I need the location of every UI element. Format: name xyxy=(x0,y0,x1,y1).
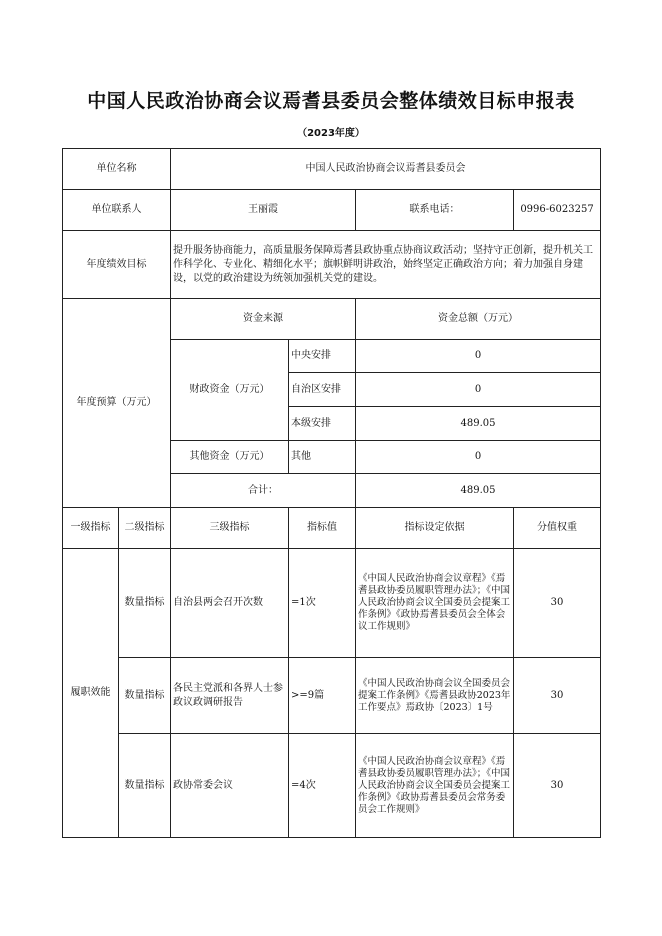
level3-indicator: 各民主党派和各界人士参政议政调研报告 xyxy=(171,658,289,734)
indicator-weight: 30 xyxy=(514,658,601,734)
indicator-basis: 《中国人民政治协商会议全国委员会提案工作条例》《焉耆县政协2023年工作要点》焉政协〔2023〕1号 xyxy=(356,658,514,734)
table-row xyxy=(63,658,601,734)
annual-goal-row xyxy=(63,231,601,299)
indicator-header-row xyxy=(63,508,601,549)
indicator-value: =4次 xyxy=(289,734,356,838)
unit-name-row xyxy=(63,149,601,190)
table-row xyxy=(63,549,601,658)
document-year: （2023年度） xyxy=(297,128,365,139)
annual-budget-label: 年度预算（万元） xyxy=(63,299,171,508)
table-row xyxy=(63,734,601,838)
unit-contact-value: 王丽霞 xyxy=(171,190,356,231)
header-value: 指标值 xyxy=(289,508,356,549)
header-weight: 分值权重 xyxy=(514,508,601,549)
level1-indicator: 履职效能 xyxy=(63,549,119,838)
header-level2: 二级指标 xyxy=(119,508,171,549)
level2-indicator: 数量指标 xyxy=(119,734,171,838)
budget-header-row xyxy=(63,299,601,340)
region-value: 0 xyxy=(356,373,601,407)
other-sub-label: 其他 xyxy=(289,441,356,474)
header-level1: 一级指标 xyxy=(63,508,119,549)
fund-source-header: 资金来源 xyxy=(171,299,356,340)
level2-indicator: 数量指标 xyxy=(119,658,171,734)
unit-name-value: 中国人民政治协商会议焉耆县委员会 xyxy=(171,149,601,190)
unit-name-label: 单位名称 xyxy=(63,149,171,190)
sum-label: 合计： xyxy=(171,474,356,508)
region-label: 自治区安排 xyxy=(289,373,356,407)
phone-value: 0996-6023257 xyxy=(514,190,601,231)
fiscal-fund-label: 财政资金（万元） xyxy=(171,340,289,441)
annual-goal-text: 提升服务协商能力，高质量服务保障焉耆县政协重点协商议政活动；坚持守正创新，提升机关工作科学化、专业化、精细化水平；旗帜鲜明讲政治，始终坚定正确政治方向；着力加强自身建设，以党的政治建设为统领加强机关党的建设。 xyxy=(171,231,601,299)
annual-goal-label: 年度绩效目标 xyxy=(63,231,171,299)
other-fund-label: 其他资金（万元） xyxy=(171,441,289,474)
phone-label: 联系电话： xyxy=(356,190,514,231)
local-value: 489.05 xyxy=(356,407,601,441)
header-level3: 三级指标 xyxy=(171,508,289,549)
other-value: 0 xyxy=(356,441,601,474)
document-title: 中国人民政治协商会议焉耆县委员会整体绩效目标申报表 xyxy=(87,90,575,112)
indicator-weight: 30 xyxy=(514,734,601,838)
indicator-value: >=9篇 xyxy=(289,658,356,734)
unit-contact-label: 单位联系人 xyxy=(63,190,171,231)
local-label: 本级安排 xyxy=(289,407,356,441)
indicator-basis: 《中国人民政治协商会议章程》《焉耆县政协委员履职管理办法》；《中国人民政治协商会议全国委员会提案工作条例》《政协焉耆县委员会全体会议工作规则》 xyxy=(356,549,514,658)
central-label: 中央安排 xyxy=(289,340,356,373)
header-basis: 指标设定依据 xyxy=(356,508,514,549)
central-value: 0 xyxy=(356,340,601,373)
level3-indicator: 政协常委会议 xyxy=(171,734,289,838)
indicator-value: =1次 xyxy=(289,549,356,658)
sum-value: 489.05 xyxy=(356,474,601,508)
level2-indicator: 数量指标 xyxy=(119,549,171,658)
fund-total-header: 资金总额（万元） xyxy=(356,299,601,340)
indicator-weight: 30 xyxy=(514,549,601,658)
indicator-basis: 《中国人民政治协商会议章程》《焉耆县政协委员履职管理办法》；《中国人民政治协商会议全国委员会提案工作条例》《政协焉耆县委员会常务委员会工作规则》 xyxy=(356,734,514,838)
performance-target-table xyxy=(62,148,601,838)
level3-indicator: 自治县两会召开次数 xyxy=(171,549,289,658)
unit-contact-row xyxy=(63,190,601,231)
